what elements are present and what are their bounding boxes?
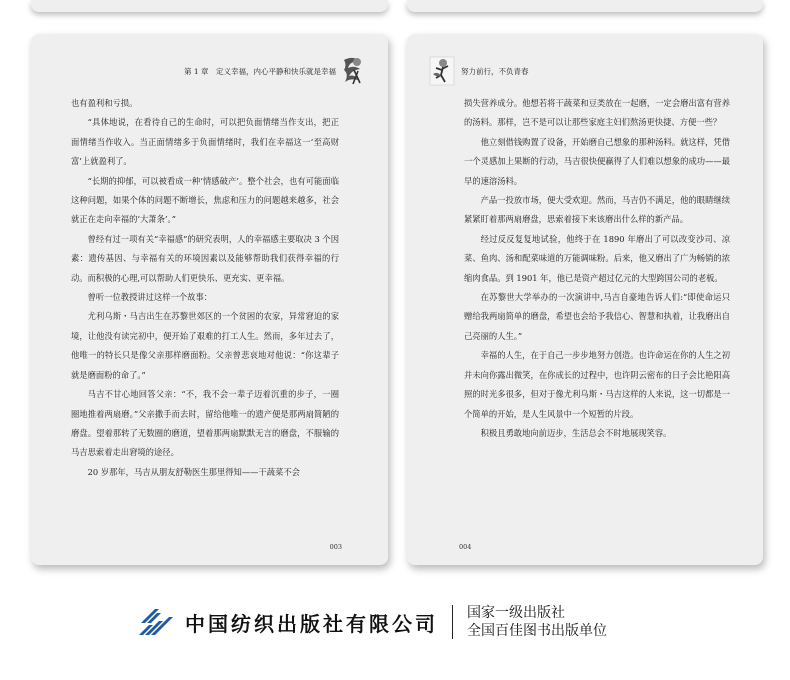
- page-number-right: 004: [459, 543, 472, 551]
- paragraph: 他立刻借钱购置了设备，开始磨自己想象的那种汤料。就这样，凭借一个灵感加上果断的行动，马吉很快便赢得了人们难以想象的成功——最早的速溶汤料。: [464, 136, 730, 186]
- publisher-tagline-2: 全国百佳图书出版单位: [467, 623, 607, 639]
- publisher-taglines: [467, 604, 607, 640]
- paragraph: 20 岁那年，马吉从朋友舒勒医生那里得知——干蔬菜不会: [87, 466, 300, 477]
- running-header-right: [429, 58, 529, 84]
- page-number-left: 003: [329, 543, 342, 551]
- climbing-figure-icon: [429, 56, 455, 86]
- paragraph: “长期的抑郁，可以被看成一种‘情感破产’。整个社会，也有可能面临这种问题，如果个体的问题不断增长，焦虑和压力的问题越来越多，社会就正在走向幸福的‘大萧条’。”: [71, 175, 339, 225]
- previous-page-edge-left: [31, 0, 388, 12]
- paragraph: “具体地说，在看待自己的生命时，可以把负面情绪当作支出，把正面情绪当作收入。当正面情绪多于负面情绪时，我们在幸福这一‘至高财富’上就盈利了。: [71, 117, 339, 167]
- paragraph: 在苏黎世大学举办的一次演讲中,马吉自豪地告诉人们:“即使命运只赠给我两扇简单的磨盘，希望也会给予我信心、智慧和执着，让我磨出自己亮丽的人生。”: [464, 292, 730, 341]
- page-body-right: [464, 94, 730, 517]
- paragraph: 损失营养成分。他想若将干蔬菜和豆类放在一起磨，一定会磨出富有营养的汤料。那样，岂不是可以让那些家庭主妇们熬汤更快捷、方便一些？: [464, 98, 730, 128]
- previous-page-edge-right: [407, 0, 763, 12]
- chapter-header-text: 第 1 章 定义幸福，内心平静和快乐就是幸福: [183, 66, 336, 76]
- paragraph: 马吉不甘心地回答父亲：“不，我不会一辈子迈着沉重的步子，一圈圈地推着两扇磨。”父亲撒手而去时，留给他唯一的遗产便是那两扇简陋的磨盘。望着那转了无数圈的磨道，望着那两扇默默无言的磨盘，不服输的马吉思索着走出窘境的途径。: [71, 389, 339, 458]
- book-header-text: 努力前行，不负青春: [461, 66, 529, 76]
- thinking-figure-icon: [340, 56, 366, 86]
- running-header-left: [184, 58, 366, 84]
- paragraph: 曾听一位教授讲过这样一个故事：: [87, 292, 213, 303]
- publisher-logo-icon: [137, 607, 173, 637]
- page-body-left: [71, 94, 339, 517]
- publisher-footer: [137, 602, 607, 642]
- paragraph: 幸福的人生，在于自己一步步地努力创造。也许命运在你的人生之初并未向你露出微笑，在你成长的过程中，也许阴云密布的日子会比艳阳高照的时光多很多，但对于像尤利乌斯・马吉这样的人来说，这一切都是一个简单的开始，是人生风景中一个短暂的片段。: [464, 350, 730, 419]
- publisher-tagline-1: 国家一级出版社: [467, 605, 565, 621]
- book-page-right: [407, 34, 763, 565]
- paragraph: 也有盈利和亏损。: [71, 98, 138, 108]
- book-page-left: [31, 34, 388, 565]
- paragraph: 积极且勇敢地向前迈步，生活总会不时地展现笑容。: [480, 427, 672, 438]
- footer-divider: [452, 605, 453, 639]
- publisher-name: 中国纺织出版社有限公司: [185, 611, 438, 636]
- paragraph: 产品一投放市场，便大受欢迎。然而，马吉仍不满足，他的眼睛继续紧紧盯着那两扇磨盘，思索着接下来该磨出什么样的新产品。: [464, 195, 730, 225]
- paragraph: 曾经有过一项有关“幸福感”的研究表明，人的幸福感主要取决 3 个因素：遗传基因、与幸福有关的环境因素以及能够帮助我们获得幸福的行动。而积极的心理,可以帮助人们更快乐、更充实、更幸福。: [71, 233, 339, 283]
- paragraph: 经过反反复复地试验，他终于在 1890 年磨出了可以改变沙司、凉菜、鱼肉、汤和配菜味道的万能调味粉。后来，他又磨出了广为畅销的浓缩肉食品。到 1901 年，他已是资产超过亿元的大型跨国公司的老板。: [464, 233, 730, 283]
- paragraph: 尤利乌斯・马吉出生在苏黎世郊区的一个贫困的农家，异常窘迫的家境，让他没有读完初中，便开始了艰难的打工人生。然而，多年过去了，他唯一的特长只是像父亲那样磨面粉。父亲曾悲哀地对他说：“你这辈子就是磨面粉的命了。”: [71, 311, 339, 380]
